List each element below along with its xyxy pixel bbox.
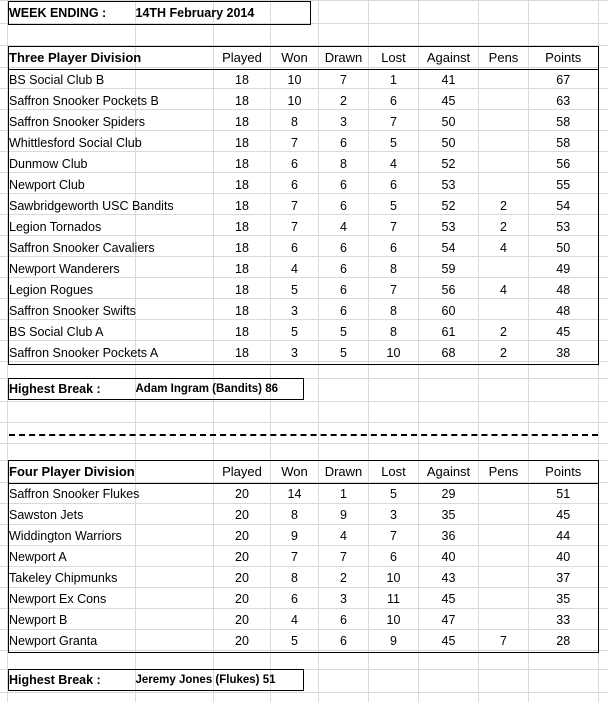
table-row bbox=[9, 343, 599, 365]
cell-won: 10 bbox=[287, 94, 302, 108]
team-name-overflow bbox=[136, 484, 214, 506]
cell-played: 20 bbox=[235, 613, 249, 627]
cell-points: 67 bbox=[529, 70, 599, 92]
cell-lost: 10 bbox=[386, 571, 401, 585]
team-name: Saffron Snooker Pockets A bbox=[9, 343, 136, 365]
cell-pens bbox=[479, 589, 529, 610]
team-name: Widdington Warriors bbox=[9, 526, 136, 547]
team-name-overflow bbox=[136, 610, 214, 631]
team-name: Saffron Snooker Swifts bbox=[9, 301, 136, 322]
table-row bbox=[9, 301, 599, 322]
team-name: Newport Ex Cons bbox=[9, 589, 136, 610]
cell-won: 7 bbox=[291, 220, 298, 234]
cell-won: 6 bbox=[291, 178, 298, 192]
cell-against: 47 bbox=[441, 613, 456, 627]
cell-won: 10 bbox=[287, 73, 302, 87]
team-name-overflow bbox=[136, 112, 214, 133]
column-header-points: Points bbox=[529, 461, 599, 484]
cell-drawn: 7 bbox=[340, 550, 347, 564]
cell-lost: 7 bbox=[390, 283, 397, 297]
cell-points: 58 bbox=[529, 112, 599, 133]
cell-won: 6 bbox=[291, 157, 298, 171]
table-row bbox=[9, 589, 599, 610]
cell-against: 41 bbox=[441, 73, 456, 87]
cell-drawn: 5 bbox=[340, 325, 347, 339]
cell-drawn: 6 bbox=[340, 283, 347, 297]
cell-played: 20 bbox=[235, 508, 249, 522]
cell-pens bbox=[479, 70, 529, 92]
cell-lost: 9 bbox=[369, 631, 419, 653]
cell-played: 18 bbox=[214, 343, 271, 365]
cell-against: 68 bbox=[419, 343, 479, 365]
cell-lost: 6 bbox=[390, 241, 397, 255]
cell-drawn: 4 bbox=[340, 529, 347, 543]
cell-played: 18 bbox=[235, 115, 249, 129]
team-name-overflow bbox=[136, 259, 214, 280]
cell-lost: 7 bbox=[390, 115, 397, 129]
cell-points: 40 bbox=[529, 547, 599, 568]
cell-played: 20 bbox=[235, 571, 249, 585]
week-ending-label: WEEK ENDING : bbox=[9, 2, 136, 25]
team-name: Takeley Chipmunks bbox=[9, 568, 136, 589]
cell-won: 7 bbox=[291, 550, 298, 564]
column-header-lost: Lost bbox=[369, 461, 419, 484]
cell-won: 4 bbox=[291, 262, 298, 276]
cell-pens bbox=[479, 547, 529, 568]
cell-pens bbox=[479, 91, 529, 112]
cell-pens: 2 bbox=[500, 220, 507, 234]
cell-lost: 7 bbox=[390, 529, 397, 543]
column-header-played: Played bbox=[214, 47, 271, 70]
cell-won: 5 bbox=[271, 631, 319, 653]
cell-played: 20 bbox=[214, 631, 271, 653]
cell-pens bbox=[479, 301, 529, 322]
highest-break-box-1 bbox=[8, 378, 304, 400]
cell-won: 14 bbox=[287, 487, 302, 501]
cell-lost: 8 bbox=[390, 262, 397, 276]
cell-points: 58 bbox=[529, 133, 599, 154]
cell-points: 38 bbox=[529, 343, 599, 365]
cell-won: 8 bbox=[291, 115, 298, 129]
cell-drawn: 6 bbox=[340, 178, 347, 192]
cell-points: 51 bbox=[529, 484, 599, 506]
cell-drawn: 6 bbox=[340, 241, 347, 255]
table-row bbox=[9, 91, 599, 112]
cell-won: 8 bbox=[291, 508, 298, 522]
team-name-overflow bbox=[136, 70, 214, 92]
cell-played: 18 bbox=[235, 220, 249, 234]
team-name: Dunmow Club bbox=[9, 154, 136, 175]
cell-drawn: 7 bbox=[340, 73, 347, 87]
cell-lost: 3 bbox=[390, 508, 397, 522]
column-header-won: Won bbox=[271, 461, 319, 484]
cell-against: 52 bbox=[441, 157, 456, 171]
cell-lost: 8 bbox=[390, 304, 397, 318]
cell-drawn: 3 bbox=[340, 115, 347, 129]
cell-points: 56 bbox=[529, 154, 599, 175]
team-name: BS Social Club B bbox=[9, 70, 136, 92]
cell-lost: 8 bbox=[390, 325, 397, 339]
division-1-body bbox=[9, 47, 599, 365]
four-player-division-table bbox=[8, 460, 599, 653]
division-title-spacer bbox=[136, 47, 214, 70]
cell-played: 18 bbox=[235, 157, 249, 171]
column-header-pens: Pens bbox=[479, 47, 529, 70]
division-title: Four Player Division bbox=[9, 461, 136, 484]
table-row bbox=[9, 175, 599, 196]
team-name-overflow bbox=[136, 133, 214, 154]
cell-points: 48 bbox=[529, 280, 599, 301]
cell-against: 52 bbox=[441, 199, 456, 213]
cell-drawn: 2 bbox=[340, 94, 347, 108]
cell-points: 48 bbox=[529, 301, 599, 322]
cell-points: 45 bbox=[529, 505, 599, 526]
cell-pens: 4 bbox=[500, 241, 507, 255]
cell-pens bbox=[479, 154, 529, 175]
cell-played: 18 bbox=[235, 199, 249, 213]
table-row bbox=[9, 133, 599, 154]
table-row bbox=[9, 259, 599, 280]
cell-lost: 7 bbox=[390, 220, 397, 234]
table-row bbox=[9, 280, 599, 301]
cell-drawn: 6 bbox=[340, 262, 347, 276]
division-header-row bbox=[9, 47, 599, 70]
table-row bbox=[9, 610, 599, 631]
cell-drawn: 6 bbox=[319, 631, 369, 653]
table-row bbox=[9, 547, 599, 568]
cell-drawn: 5 bbox=[319, 343, 369, 365]
team-name: Sawbridgeworth USC Bandits bbox=[9, 196, 136, 217]
cell-lost: 6 bbox=[390, 94, 397, 108]
cell-played: 18 bbox=[235, 94, 249, 108]
team-name: Whittlesford Social Club bbox=[9, 133, 136, 154]
cell-won: 8 bbox=[291, 571, 298, 585]
cell-drawn: 1 bbox=[340, 487, 347, 501]
table-row bbox=[9, 70, 599, 92]
cell-won: 3 bbox=[271, 343, 319, 365]
team-name-overflow bbox=[136, 154, 214, 175]
cell-pens bbox=[479, 175, 529, 196]
team-name: Newport Wanderers bbox=[9, 259, 136, 280]
cell-points: 45 bbox=[529, 322, 599, 343]
cell-points: 37 bbox=[529, 568, 599, 589]
cell-pens bbox=[479, 505, 529, 526]
cell-pens bbox=[479, 484, 529, 506]
cell-played: 18 bbox=[235, 73, 249, 87]
cell-won: 6 bbox=[291, 241, 298, 255]
cell-against: 53 bbox=[441, 220, 456, 234]
team-name: Newport A bbox=[9, 547, 136, 568]
cell-against: 53 bbox=[441, 178, 456, 192]
table-row bbox=[9, 238, 599, 259]
table-row bbox=[9, 154, 599, 175]
team-name: Newport B bbox=[9, 610, 136, 631]
team-name-overflow bbox=[136, 505, 214, 526]
table-row bbox=[9, 526, 599, 547]
team-name-overflow bbox=[136, 175, 214, 196]
cell-against: 50 bbox=[441, 136, 456, 150]
cell-lost: 5 bbox=[390, 487, 397, 501]
cell-pens bbox=[479, 526, 529, 547]
column-header-lost: Lost bbox=[369, 47, 419, 70]
cell-against: 29 bbox=[441, 487, 456, 501]
cell-won: 4 bbox=[291, 613, 298, 627]
column-header-against: Against bbox=[419, 47, 479, 70]
team-name: BS Social Club A bbox=[9, 322, 136, 343]
cell-against: 45 bbox=[419, 631, 479, 653]
cell-played: 18 bbox=[235, 136, 249, 150]
table-row bbox=[9, 322, 599, 343]
cell-drawn: 2 bbox=[340, 571, 347, 585]
column-header-points: Points bbox=[529, 47, 599, 70]
team-name-overflow bbox=[136, 568, 214, 589]
cell-played: 18 bbox=[235, 262, 249, 276]
team-name: Sawston Jets bbox=[9, 505, 136, 526]
cell-drawn: 6 bbox=[340, 199, 347, 213]
team-name: Saffron Snooker Pockets B bbox=[9, 91, 136, 112]
cell-won: 7 bbox=[291, 199, 298, 213]
cell-pens bbox=[479, 133, 529, 154]
cell-against: 60 bbox=[441, 304, 456, 318]
cell-pens bbox=[479, 112, 529, 133]
cell-lost: 10 bbox=[386, 613, 401, 627]
cell-won: 6 bbox=[291, 592, 298, 606]
column-header-played: Played bbox=[214, 461, 271, 484]
cell-lost: 6 bbox=[390, 178, 397, 192]
table-row bbox=[9, 112, 599, 133]
cell-drawn: 9 bbox=[340, 508, 347, 522]
cell-won: 9 bbox=[291, 529, 298, 543]
team-name-overflow bbox=[136, 217, 214, 238]
cell-against: 43 bbox=[441, 571, 456, 585]
cell-points: 55 bbox=[529, 175, 599, 196]
team-name: Saffron Snooker Flukes bbox=[9, 484, 136, 506]
highest-break-label: Highest Break : bbox=[9, 670, 136, 691]
column-header-pens: Pens bbox=[479, 461, 529, 484]
cell-against: 50 bbox=[441, 115, 456, 129]
team-name-overflow bbox=[136, 589, 214, 610]
table-row bbox=[9, 568, 599, 589]
cell-against: 56 bbox=[441, 283, 456, 297]
cell-pens bbox=[479, 259, 529, 280]
cell-against: 45 bbox=[441, 592, 456, 606]
cell-played: 20 bbox=[235, 550, 249, 564]
cell-drawn: 8 bbox=[340, 157, 347, 171]
team-name-overflow bbox=[136, 322, 214, 343]
three-player-division-table bbox=[8, 46, 599, 365]
cell-won: 7 bbox=[291, 136, 298, 150]
column-header-drawn: Drawn bbox=[319, 461, 369, 484]
cell-drawn: 6 bbox=[340, 136, 347, 150]
cell-played: 18 bbox=[235, 241, 249, 255]
cell-points: 54 bbox=[529, 196, 599, 217]
highest-break-value: Adam Ingram (Bandits) 86 bbox=[136, 379, 304, 400]
cell-drawn: 3 bbox=[340, 592, 347, 606]
table-row bbox=[9, 196, 599, 217]
team-name-overflow bbox=[136, 631, 214, 653]
cell-against: 36 bbox=[441, 529, 456, 543]
cell-lost: 5 bbox=[390, 199, 397, 213]
highest-break-label: Highest Break : bbox=[9, 379, 136, 400]
highest-break-value: Jeremy Jones (Flukes) 51 bbox=[136, 670, 304, 691]
cell-against: 45 bbox=[441, 94, 456, 108]
table-row bbox=[9, 217, 599, 238]
highest-break-box-2 bbox=[8, 669, 304, 691]
cell-points: 53 bbox=[529, 217, 599, 238]
cell-against: 61 bbox=[441, 325, 456, 339]
team-name: Saffron Snooker Spiders bbox=[9, 112, 136, 133]
division-title-spacer bbox=[136, 461, 214, 484]
cell-pens: 7 bbox=[479, 631, 529, 653]
column-header-against: Against bbox=[419, 461, 479, 484]
team-name: Saffron Snooker Cavaliers bbox=[9, 238, 136, 259]
week-ending-value: 14TH February 2014 bbox=[136, 2, 311, 25]
cell-played: 18 bbox=[235, 325, 249, 339]
cell-points: 28 bbox=[529, 631, 599, 653]
team-name-overflow bbox=[136, 301, 214, 322]
cell-played: 18 bbox=[235, 283, 249, 297]
division-2-body bbox=[9, 461, 599, 653]
table-row bbox=[9, 505, 599, 526]
cell-lost: 10 bbox=[369, 343, 419, 365]
cell-won: 5 bbox=[291, 283, 298, 297]
cell-pens: 4 bbox=[500, 283, 507, 297]
section-divider bbox=[9, 434, 598, 436]
team-name: Legion Rogues bbox=[9, 280, 136, 301]
cell-points: 35 bbox=[529, 589, 599, 610]
cell-drawn: 4 bbox=[340, 220, 347, 234]
cell-against: 35 bbox=[441, 508, 456, 522]
cell-lost: 5 bbox=[390, 136, 397, 150]
cell-drawn: 6 bbox=[340, 613, 347, 627]
cell-against: 54 bbox=[441, 241, 456, 255]
cell-lost: 6 bbox=[390, 550, 397, 564]
team-name: Newport Granta bbox=[9, 631, 136, 653]
cell-points: 50 bbox=[529, 238, 599, 259]
cell-played: 20 bbox=[235, 592, 249, 606]
cell-pens: 2 bbox=[479, 343, 529, 365]
team-name-overflow bbox=[136, 526, 214, 547]
cell-lost: 11 bbox=[387, 592, 400, 606]
cell-played: 18 bbox=[235, 304, 249, 318]
team-name-overflow bbox=[136, 280, 214, 301]
cell-points: 33 bbox=[529, 610, 599, 631]
team-name-overflow bbox=[136, 547, 214, 568]
cell-pens bbox=[479, 610, 529, 631]
cell-played: 20 bbox=[235, 529, 249, 543]
table-row bbox=[9, 631, 599, 653]
team-name: Newport Club bbox=[9, 175, 136, 196]
column-header-drawn: Drawn bbox=[319, 47, 369, 70]
cell-lost: 1 bbox=[390, 73, 397, 87]
table-row bbox=[9, 484, 599, 506]
cell-pens bbox=[479, 568, 529, 589]
cell-against: 59 bbox=[441, 262, 456, 276]
cell-points: 49 bbox=[529, 259, 599, 280]
cell-drawn: 6 bbox=[340, 304, 347, 318]
column-header-won: Won bbox=[271, 47, 319, 70]
cell-lost: 4 bbox=[390, 157, 397, 171]
cell-won: 3 bbox=[291, 304, 298, 318]
division-header-row bbox=[9, 461, 599, 484]
cell-against: 40 bbox=[441, 550, 456, 564]
cell-points: 44 bbox=[529, 526, 599, 547]
team-name: Legion Tornados bbox=[9, 217, 136, 238]
cell-pens: 2 bbox=[500, 325, 507, 339]
cell-played: 18 bbox=[235, 178, 249, 192]
week-ending-box bbox=[8, 1, 311, 25]
cell-points: 63 bbox=[529, 91, 599, 112]
division-title: Three Player Division bbox=[9, 47, 136, 70]
cell-pens: 2 bbox=[500, 199, 507, 213]
cell-played: 20 bbox=[235, 487, 249, 501]
cell-won: 5 bbox=[291, 325, 298, 339]
